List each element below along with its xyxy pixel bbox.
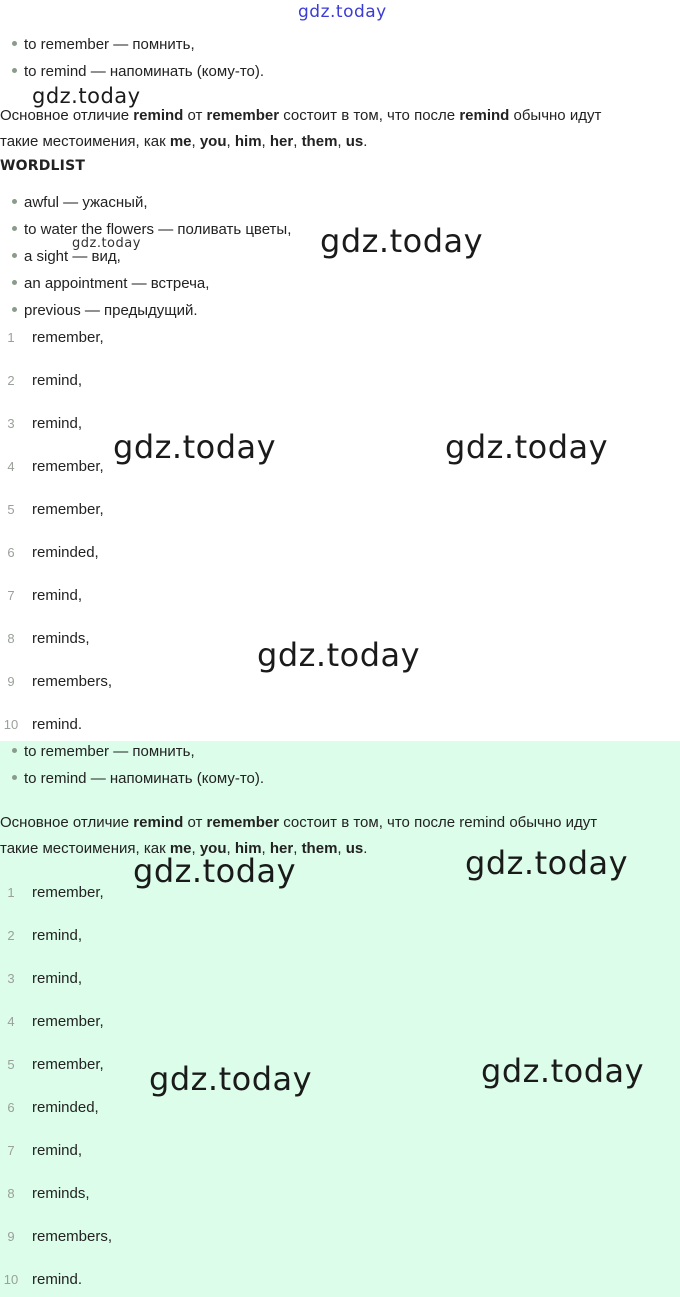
bullet-icon (12, 199, 17, 204)
watermark: gdz.today (298, 2, 387, 22)
watermark: gdz.today (133, 852, 297, 890)
wordlist-item: previous — предыдущий. (12, 302, 198, 319)
watermark: gdz.today (445, 428, 609, 466)
rule-item: to remind — напоминать (кому-то). (12, 63, 264, 80)
explanation-paragraph (0, 103, 675, 155)
bullet-icon (12, 41, 17, 46)
explanation-line: Основное отличие remind от remember состоит в том, что после remind обычно идут (0, 814, 598, 831)
watermark: gdz.today (320, 222, 484, 260)
rule-item: to remember — помнить, (12, 36, 195, 53)
bullet-icon (12, 775, 17, 780)
explanation-line: такие местоимения, как me, you, him, her, them, us. (0, 133, 368, 150)
wordlist-item: an appointment — встреча, (12, 275, 209, 292)
wordlist-item: a sight — вид, (12, 248, 121, 265)
explanation-line: Основное отличие remind от remember состоит в том, что после remind обычно идут (0, 107, 602, 124)
bullet-icon (12, 307, 17, 312)
bullet-icon (12, 68, 17, 73)
rule-item: to remind — напоминать (кому-то). (12, 770, 264, 787)
rule-item: to remember — помнить, (12, 743, 195, 760)
watermark: gdz.today (465, 844, 629, 882)
bullet-icon (12, 253, 17, 258)
watermark: gdz.today (32, 84, 141, 108)
watermark: gdz.today (149, 1060, 313, 1098)
explanation-line: такие местоимения, как me, you, him, her, them, us. (0, 840, 368, 857)
watermark: gdz.today (113, 428, 277, 466)
bullet-icon (12, 226, 17, 231)
watermark: gdz.today (72, 236, 141, 251)
bullet-icon (12, 748, 17, 753)
bullet-icon (12, 280, 17, 285)
wordlist-item: awful — ужасный, (12, 194, 148, 211)
watermark: gdz.today (257, 636, 421, 674)
watermark: gdz.today (481, 1052, 645, 1090)
wordlist-item: to water the flowers — поливать цветы, (12, 221, 291, 238)
wordlist-heading: WORDLIST (0, 158, 86, 174)
